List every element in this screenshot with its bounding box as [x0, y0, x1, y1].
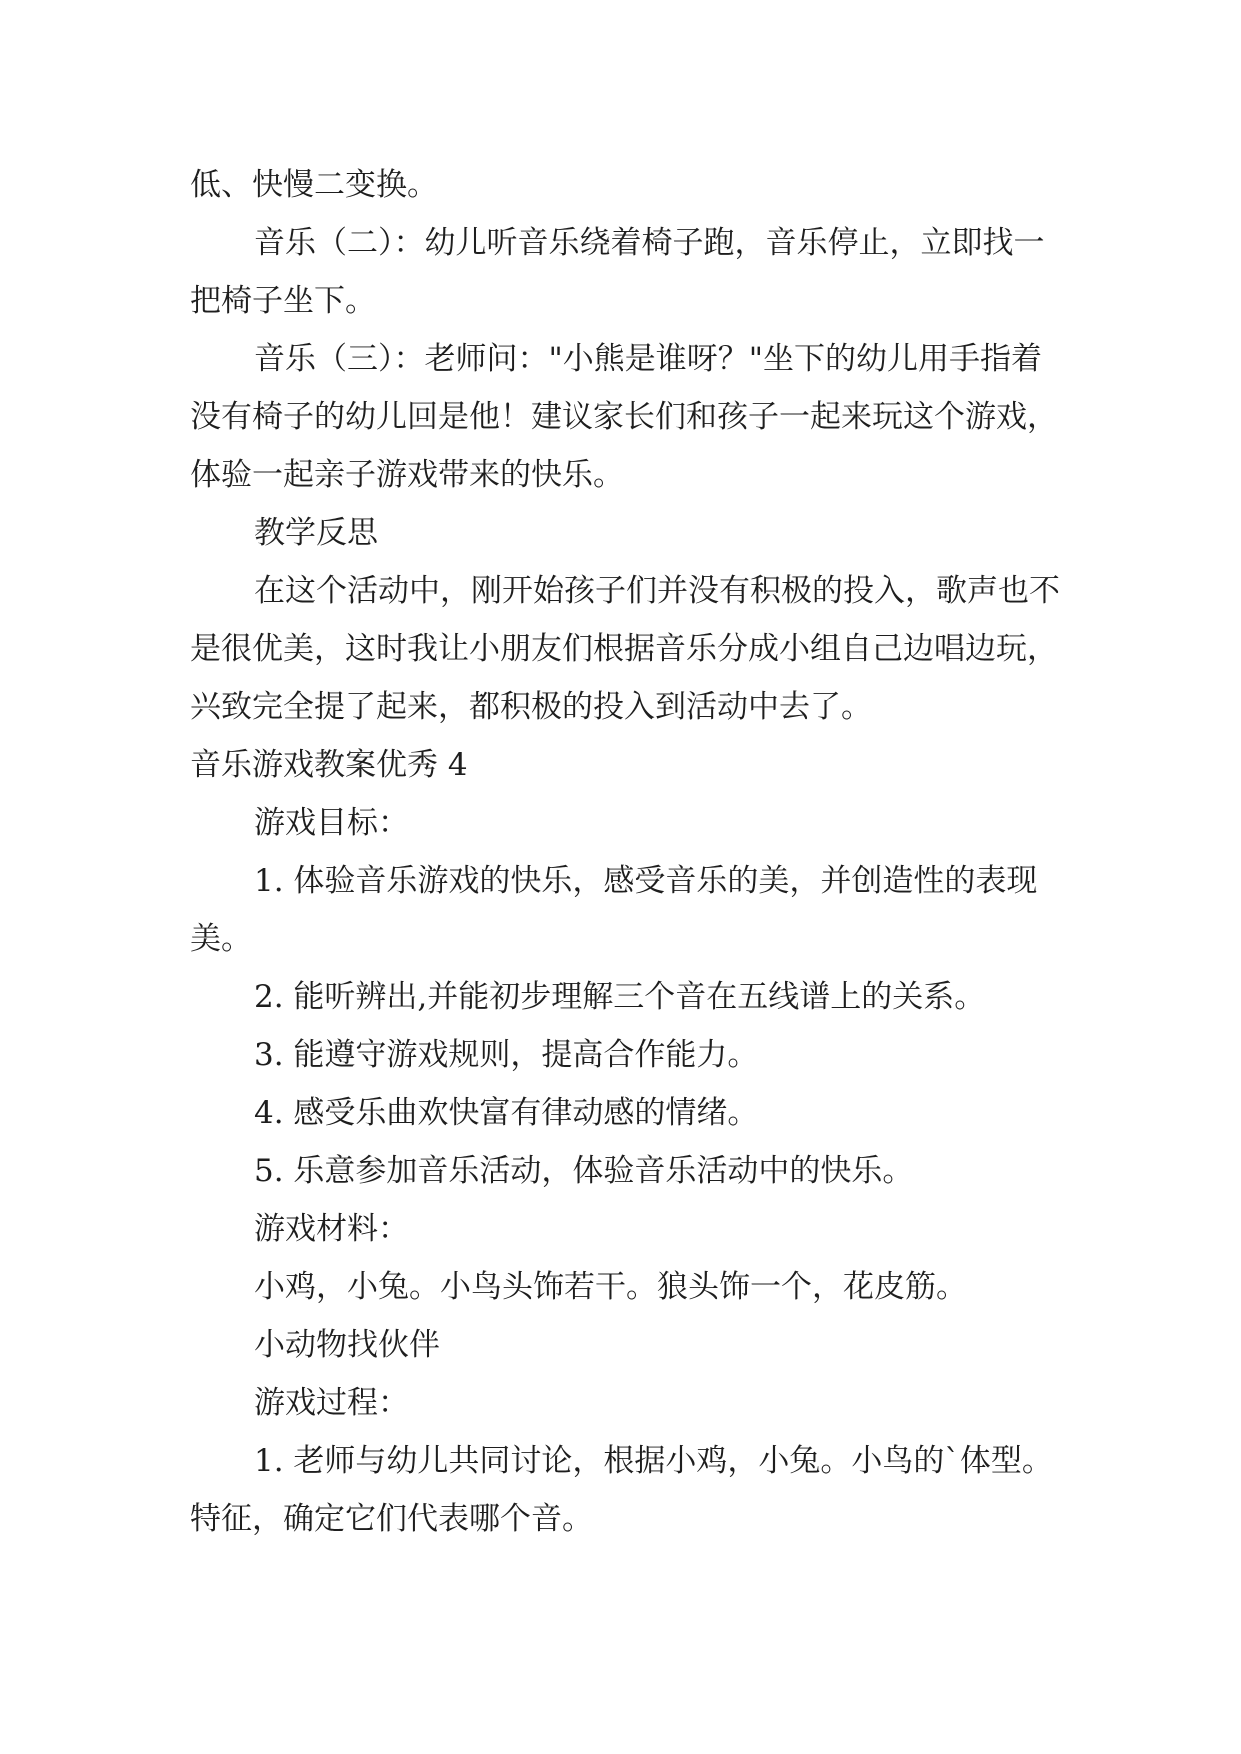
list-item: 1. 体验音乐游戏的快乐，感受音乐的美，并创造性的表现美。 — [190, 863, 1038, 957]
paragraph: 在这个活动中，刚开始孩子们并没有积极的投入，歌声也不是很优美，这时我让小朋友们根据音乐分成小组自己边唱边玩，兴致完全提了起来，都积极的投入到活动中去了。 — [190, 573, 1060, 725]
paragraph: 音乐（三）：老师问："小熊是谁呀？"坐下的幼儿用手指着没有椅子的幼儿回是他！建议家长们和孩子一起来玩这个游戏，体验一起亲子游戏带来的快乐。 — [190, 341, 1058, 493]
section-heading: 游戏材料： — [254, 1211, 409, 1247]
paragraph: 低、快慢二变换。 — [190, 167, 438, 203]
list-item: 1. 老师与幼儿共同讨论，根据小鸡，小兔。小鸟的`体型。特征，确定它们代表哪个音。 — [190, 1443, 1053, 1537]
list-item: 2. 能听辨出,并能初步理解三个音在五线谱上的关系。 — [254, 979, 986, 1015]
document-body — [190, 156, 1070, 1548]
section-heading: 游戏目标： — [254, 805, 409, 841]
section-heading: 教学反思 — [254, 515, 378, 551]
paragraph: 音乐（二）：幼儿听音乐绕着椅子跑，音乐停止，立即找一把椅子坐下。 — [190, 225, 1045, 319]
list-item: 4. 感受乐曲欢快富有律动感的情绪。 — [254, 1095, 759, 1131]
list-item: 5. 乐意参加音乐活动，体验音乐活动中的快乐。 — [254, 1153, 914, 1189]
paragraph: 小动物找伙伴 — [254, 1327, 440, 1363]
paragraph: 小鸡，小兔。小鸟头饰若干。狼头饰一个，花皮筋。 — [254, 1269, 967, 1305]
section-title: 音乐游戏教案优秀 4 — [190, 747, 468, 783]
section-heading: 游戏过程： — [254, 1385, 409, 1421]
list-item: 3. 能遵守游戏规则，提高合作能力。 — [254, 1037, 759, 1073]
